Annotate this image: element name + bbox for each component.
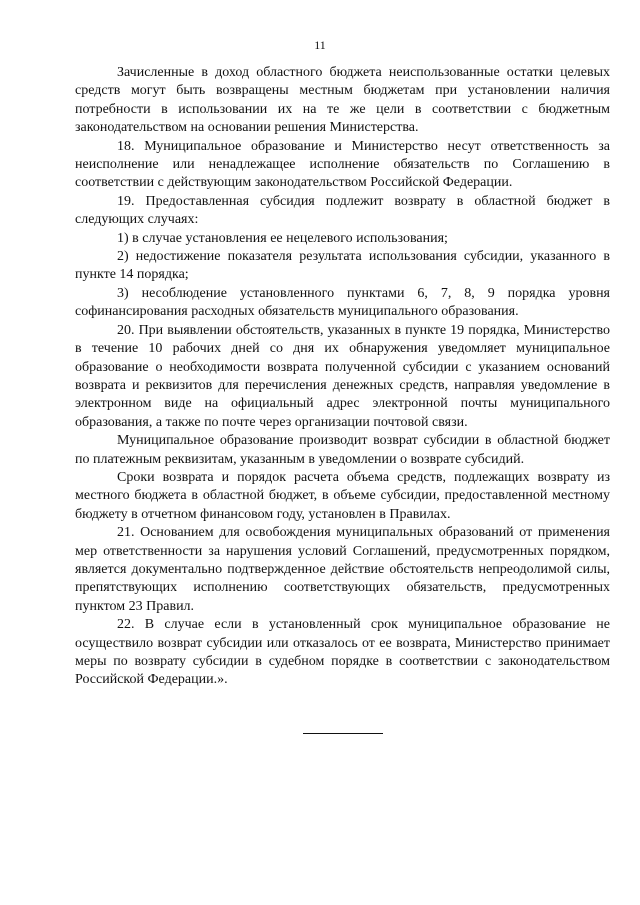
page-number: 11 [314,38,326,52]
list-item-1-misuse: 1) в случае установления ее нецелевого использования; [117,230,448,246]
paragraph-returned-balances: Зачисленные в доход областного бюджета неиспользованные остатки целевых средств могут быть возвращены местным бюджетам при установлении наличия потребности в использовании их на те же цели в соответствии с бюджетным законодательством на основании решения Министерства. [75,65,610,136]
paragraph-return-by-details: Муниципальное образование производит возврат субсидии в областной бюджет по платежным реквизитам, указанным в уведомлении о возврате субсидий. [75,433,610,467]
paragraph-22-court: 22. В случае если в установленный срок муниципальное образование не осуществило возврат субсидии или отказалось от ее возврата, Министерство принимает меры по возврату субсидии в судебном порядке в соответствии с законодательством Российской Федерации.». [75,617,610,688]
end-divider-line [303,733,383,734]
paragraph-18-responsibility: 18. Муниципальное образование и Министерство несут ответственность за неисполнение или ненадлежащее исполнение обязательств по Соглашению в соответствии с действующим законодательством Российской Федерации. [75,138,610,191]
paragraph-return-terms: Сроки возврата и порядок расчета объема средств, подлежащих возврату из местного бюджета в областной бюджет, в объеме субсидии, предоставленной местному бюджету в отчетном финансовом году, установлен в Правилах. [75,469,610,522]
document-body [75,64,610,690]
list-item-3-cofinancing: 3) несоблюдение установленного пунктами 6, 7, 8, 9 порядка уровня софинансирования расходных обязательств муниципального образования. [75,285,610,320]
paragraph-21-exemption: 21. Основанием для освобождения муниципальных образований от применения мер ответственности за нарушения условий Соглашений, предусмотренных порядком, является документально подтвержденное действие обстоятельств непреодолимой силы, препятствующих исполнению соответствующих обязательств, предусмотренных пунктом 23 Правил. [75,525,610,614]
paragraph-20-notification: 20. При выявлении обстоятельств, указанных в пункте 19 порядка, Министерство в течение 10 рабочих дней со дня их обнаружения уведомляет муниципальное образование о необходимости возврата полученной субсидии с указанием оснований возврата и реквизитов для перечисления денежных средств, направляя уведомление в электронном виде на официальный адрес электронной почты муниципального образования, а также по почте через организации почтовой связи. [75,322,610,430]
list-item-2-indicator: 2) недостижение показателя результата использования субсидии, указанного в пункте 14 порядка; [75,249,610,283]
paragraph-19-return-cases: 19. Предоставленная субсидия подлежит возврату в областной бюджет в следующих случаях: [75,193,610,228]
